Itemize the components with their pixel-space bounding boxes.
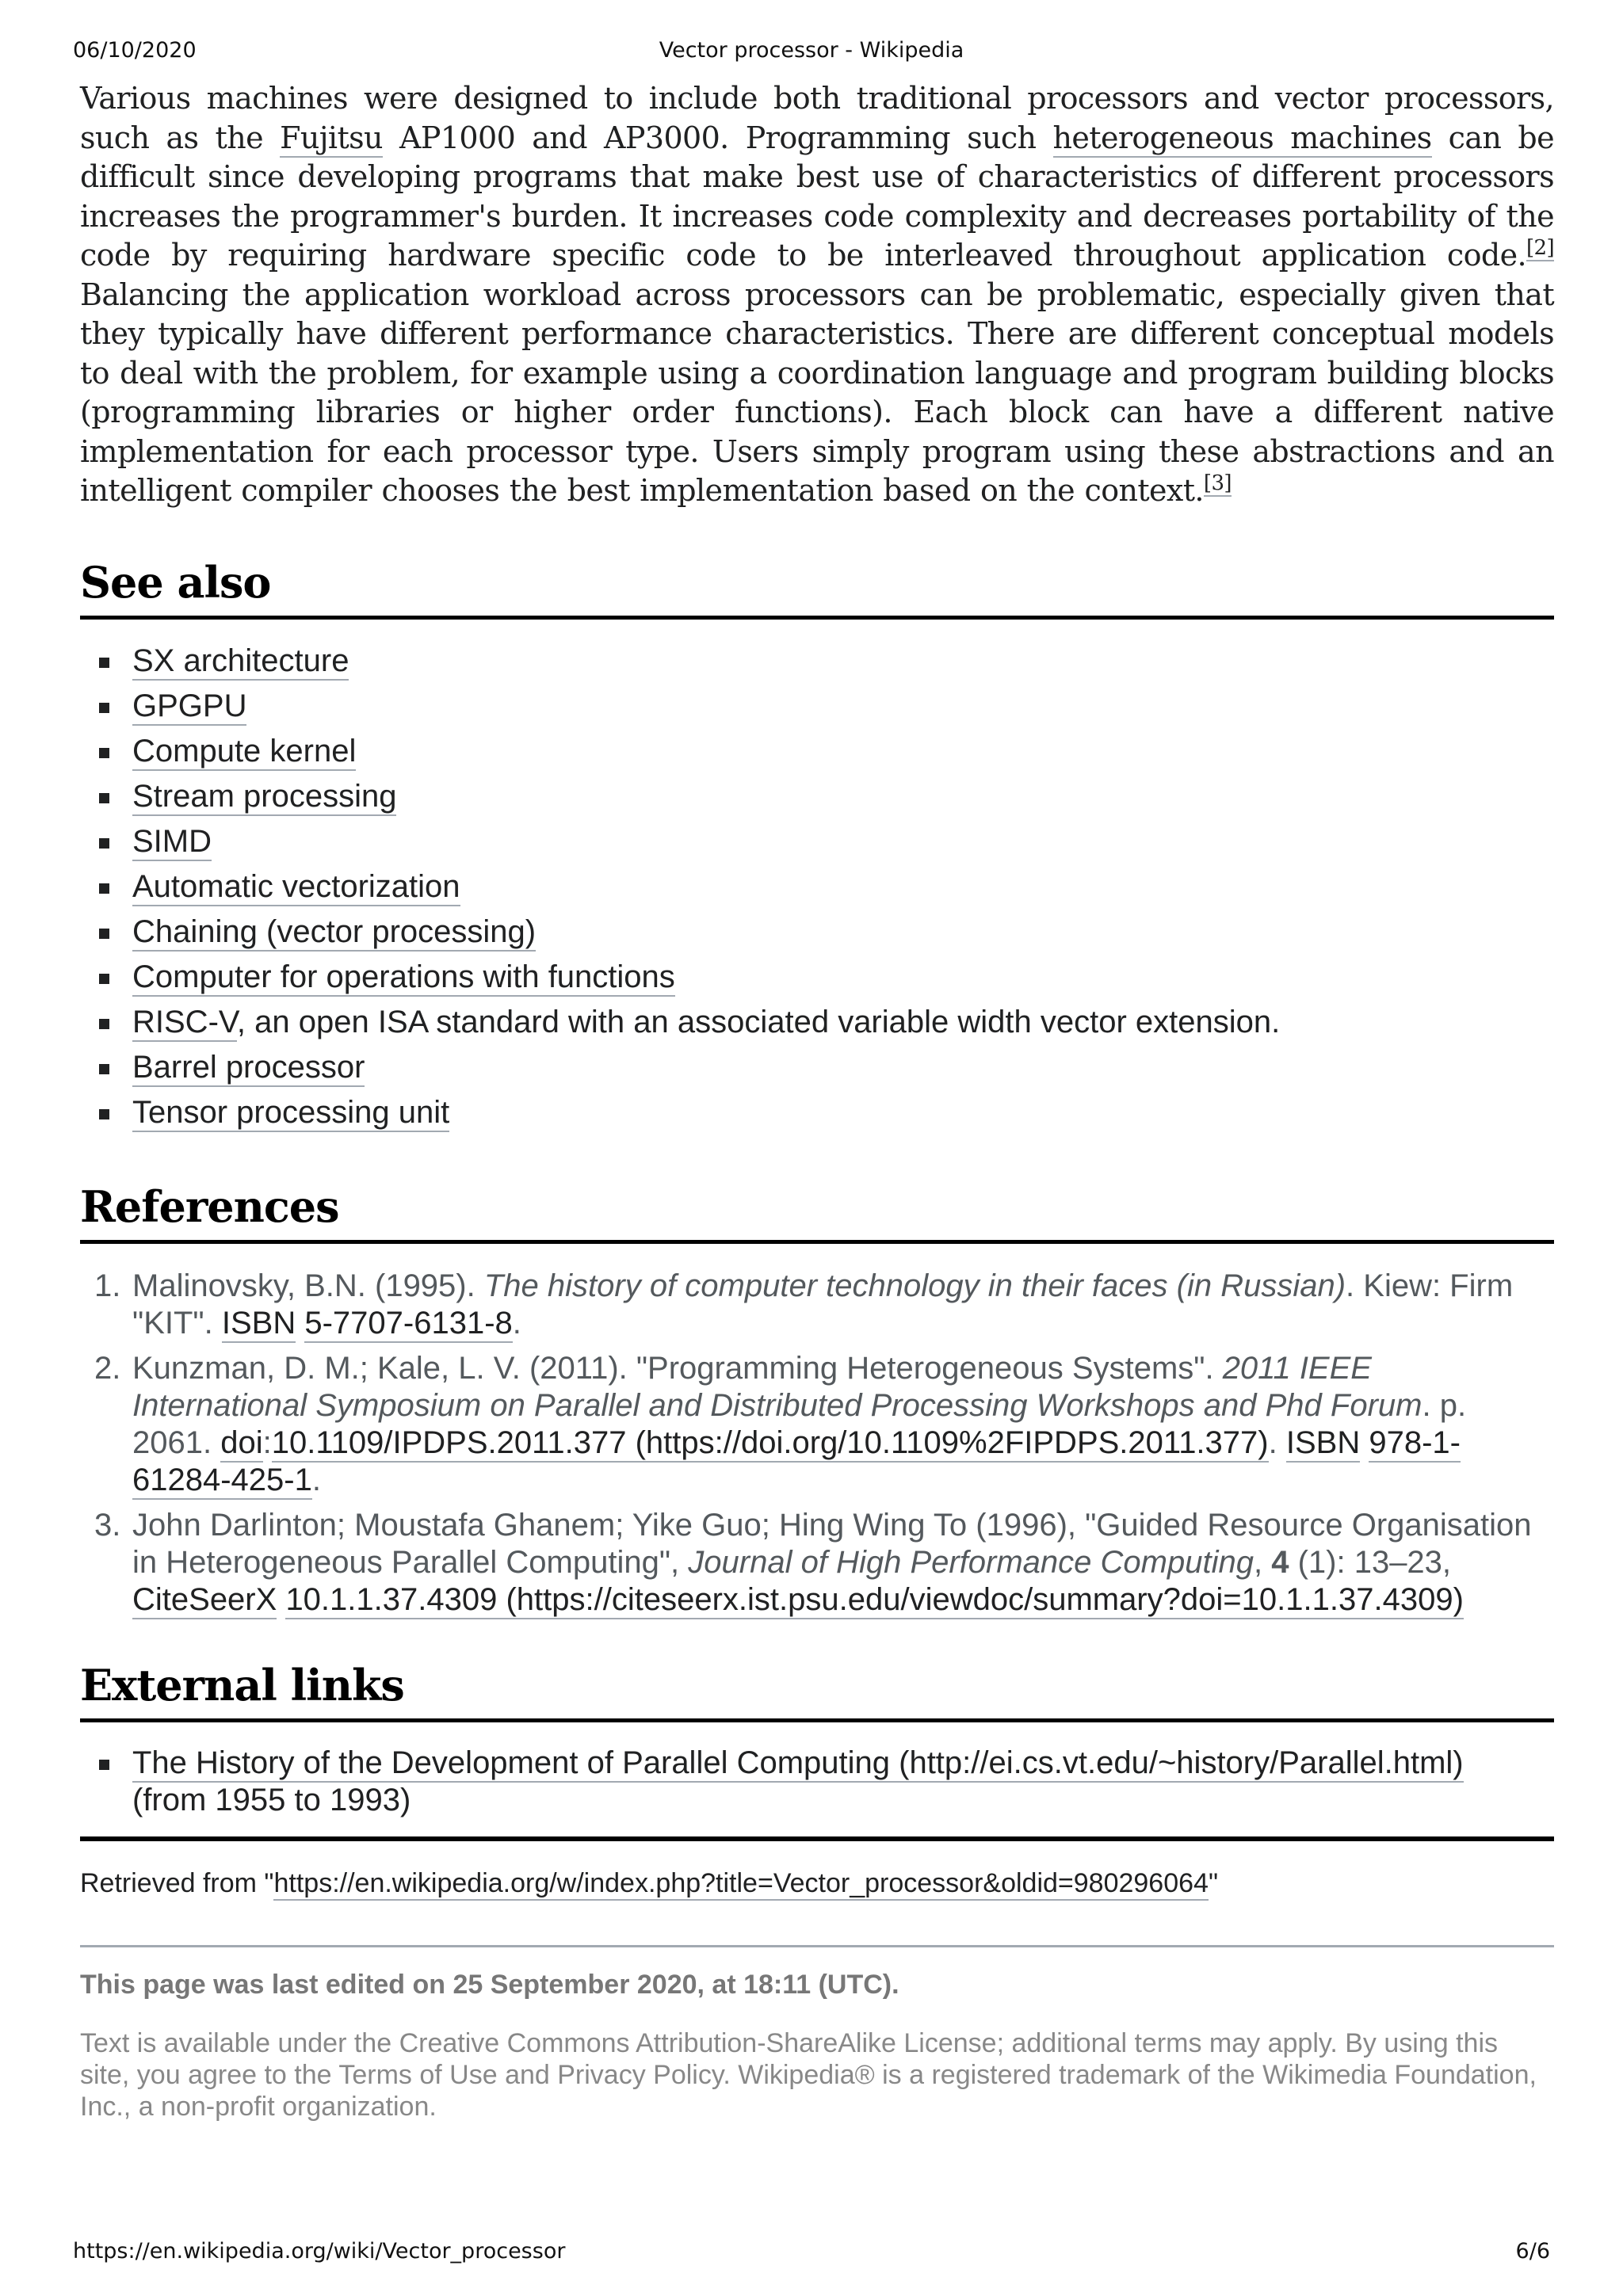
references-heading: References bbox=[80, 1181, 1554, 1244]
list-item bbox=[80, 1045, 1554, 1090]
print-footer bbox=[73, 2239, 1550, 2271]
link-gpgpu[interactable]: GPGPU bbox=[132, 688, 246, 726]
link-barrel-processor[interactable]: Barrel processor bbox=[132, 1050, 365, 1087]
link-chaining[interactable]: Chaining (vector processing) bbox=[132, 914, 536, 952]
reference-item: 3. John Darlinton; Moustafa Ghanem; Yike Guo; Hing Wing To (1996), "Guided Resource Organisation in Heterogeneous Parallel Computing", Journal of High Performance Computing, 4 (1): 13–23, CiteSeerX 10.1.1.37.4309 (https://citeseerx.ist.psu.edu/viewdoc/summary?doi=10.1.1.37.4309) bbox=[80, 1507, 1554, 1619]
link-computer-for-operations[interactable]: Computer for operations with functions bbox=[132, 959, 675, 997]
link-isbn-label[interactable]: ISBN bbox=[222, 1306, 296, 1343]
bullet-icon bbox=[99, 974, 109, 984]
bullet-icon bbox=[99, 929, 109, 939]
list-item bbox=[80, 864, 1554, 910]
bullet-icon bbox=[99, 748, 109, 758]
link-automatic-vectorization[interactable]: Automatic vectorization bbox=[132, 869, 460, 906]
citation-2 bbox=[1526, 236, 1554, 261]
print-date: 06/10/2020 bbox=[73, 38, 197, 63]
print-header bbox=[73, 38, 1550, 70]
citation-2-link[interactable]: [2] bbox=[1526, 236, 1554, 260]
link-parallel-computing-history[interactable]: The History of the Development of Parallel Computing (http://ei.cs.vt.edu/~history/Parallel.html) bbox=[132, 1745, 1464, 1783]
bullet-icon bbox=[99, 1019, 109, 1029]
article-content bbox=[80, 79, 1554, 2122]
see-also-heading: See also bbox=[80, 557, 1554, 620]
link-isbn-1[interactable]: 5-7707-6131-8 bbox=[304, 1306, 512, 1343]
link-stream-processing[interactable]: Stream processing bbox=[132, 779, 396, 816]
bullet-icon bbox=[99, 658, 109, 668]
external-links-heading: External links bbox=[80, 1660, 1554, 1722]
list-item bbox=[80, 639, 1554, 684]
page-number: 6/6 bbox=[1515, 2239, 1550, 2264]
external-link-note: (from 1955 to 1993) bbox=[132, 1782, 411, 1817]
print-url: https://en.wikipedia.org/wiki/Vector_processor bbox=[73, 2239, 566, 2264]
intro-paragraph: Various machines were designed to include both traditional processors and vector processors, such as the Fujitsu AP1000 and AP3000. Programming such heterogeneous machines can be difficult since developing programs that make best use of characteristics of different processors increases the programmer's burden. It increases code complexity and decreases portability of the code by requiring hardware specific code to be interleaved throughout application code.[2] Balancing the application workload across processors can be problematic, especially given that they typically have different performance characteristics. There are different conceptual models to deal with the problem, for example using a coordination language and program building blocks (programming libraries or higher order functions). Each block can have a different native implementation for each processor type. Users simply program using these abstractions and an intelligent compiler chooses the best implementation based on the context.[3] bbox=[80, 81, 1554, 508]
retrieved-from: Retrieved from "https://en.wikipedia.org/w/index.php?title=Vector_processor&oldid=980296064" bbox=[80, 1868, 1554, 1899]
link-citeseerx-label[interactable]: CiteSeerX bbox=[132, 1582, 277, 1619]
list-item bbox=[80, 729, 1554, 774]
link-risc-v[interactable]: RISC-V bbox=[132, 1005, 237, 1042]
list-item bbox=[80, 819, 1554, 864]
risc-v-description: , an open ISA standard with an associated variable width vector extension. bbox=[236, 1004, 1281, 1039]
list-item bbox=[80, 684, 1554, 729]
link-compute-kernel[interactable]: Compute kernel bbox=[132, 734, 356, 771]
citation-3 bbox=[1204, 471, 1232, 497]
external-links-list bbox=[80, 1745, 1554, 1819]
link-simd[interactable]: SIMD bbox=[132, 824, 212, 861]
link-doi-label[interactable]: doi bbox=[220, 1425, 262, 1463]
list-item bbox=[80, 910, 1554, 955]
bullet-icon bbox=[99, 1064, 109, 1074]
reference-item: 1. Malinovsky, B.N. (1995). The history of computer technology in their faces (in Russian). Kiew: Firm "KIT". ISBN 5-7707-6131-8. bbox=[80, 1268, 1554, 1342]
references-list bbox=[80, 1268, 1554, 1619]
license-text: Text is available under the Creative Commons Attribution-ShareAlike License; additional terms may apply. By using this site, you agree to the Terms of Use and Privacy Policy. Wikipedia® is a registered trademark of the Wikimedia Foundation, Inc., a non-profit organization. bbox=[80, 2027, 1537, 2122]
last-edited: This page was last edited on 25 September 2020, at 18:11 (UTC). bbox=[80, 1969, 899, 2000]
bullet-icon bbox=[99, 883, 109, 894]
link-isbn-label[interactable]: ISBN bbox=[1286, 1425, 1360, 1463]
bullet-icon bbox=[99, 838, 109, 849]
link-sx-architecture[interactable]: SX architecture bbox=[132, 643, 349, 681]
divider bbox=[80, 1945, 1554, 1947]
list-item bbox=[80, 774, 1554, 819]
link-permanent-url[interactable]: https://en.wikipedia.org/w/index.php?title=Vector_processor&oldid=980296064 bbox=[273, 1868, 1208, 1901]
bullet-icon bbox=[99, 793, 109, 803]
bullet-icon bbox=[99, 1109, 109, 1119]
citation-3-link[interactable]: [3] bbox=[1203, 471, 1232, 495]
link-citeseerx[interactable]: 10.1.1.37.4309 (https://citeseerx.ist.psu.edu/viewdoc/summary?doi=10.1.1.37.4309) bbox=[285, 1582, 1463, 1619]
see-also-list bbox=[80, 639, 1554, 1135]
list-item bbox=[80, 1745, 1554, 1819]
link-fujitsu[interactable]: Fujitsu bbox=[280, 120, 383, 158]
link-heterogeneous-machines[interactable]: heterogeneous machines bbox=[1053, 120, 1432, 158]
list-item bbox=[80, 1000, 1554, 1045]
link-isbn-2[interactable]: 978-1-61284-425-1 bbox=[132, 1425, 1461, 1500]
print-title: Vector processor - Wikipedia bbox=[659, 38, 964, 63]
list-item bbox=[80, 1090, 1554, 1135]
list-item bbox=[80, 955, 1554, 1000]
divider bbox=[80, 1836, 1554, 1841]
bullet-icon bbox=[99, 703, 109, 713]
link-tensor-processing-unit[interactable]: Tensor processing unit bbox=[132, 1095, 449, 1132]
bullet-icon bbox=[99, 1760, 109, 1770]
reference-item: 2. Kunzman, D. M.; Kale, L. V. (2011). "Programming Heterogeneous Systems". 2011 IEEE International Symposium on Parallel and Distributed Processing Workshops and Phd Forum. p. 2061. doi:10.1109/IPDPS.2011.377 (https://doi.org/10.1109%2FIPDPS.2011.377). ISBN 978-1-61284-425-1. bbox=[80, 1350, 1554, 1499]
link-doi[interactable]: 10.1109/IPDPS.2011.377 (https://doi.org/10.1109%2FIPDPS.2011.377) bbox=[272, 1425, 1269, 1463]
